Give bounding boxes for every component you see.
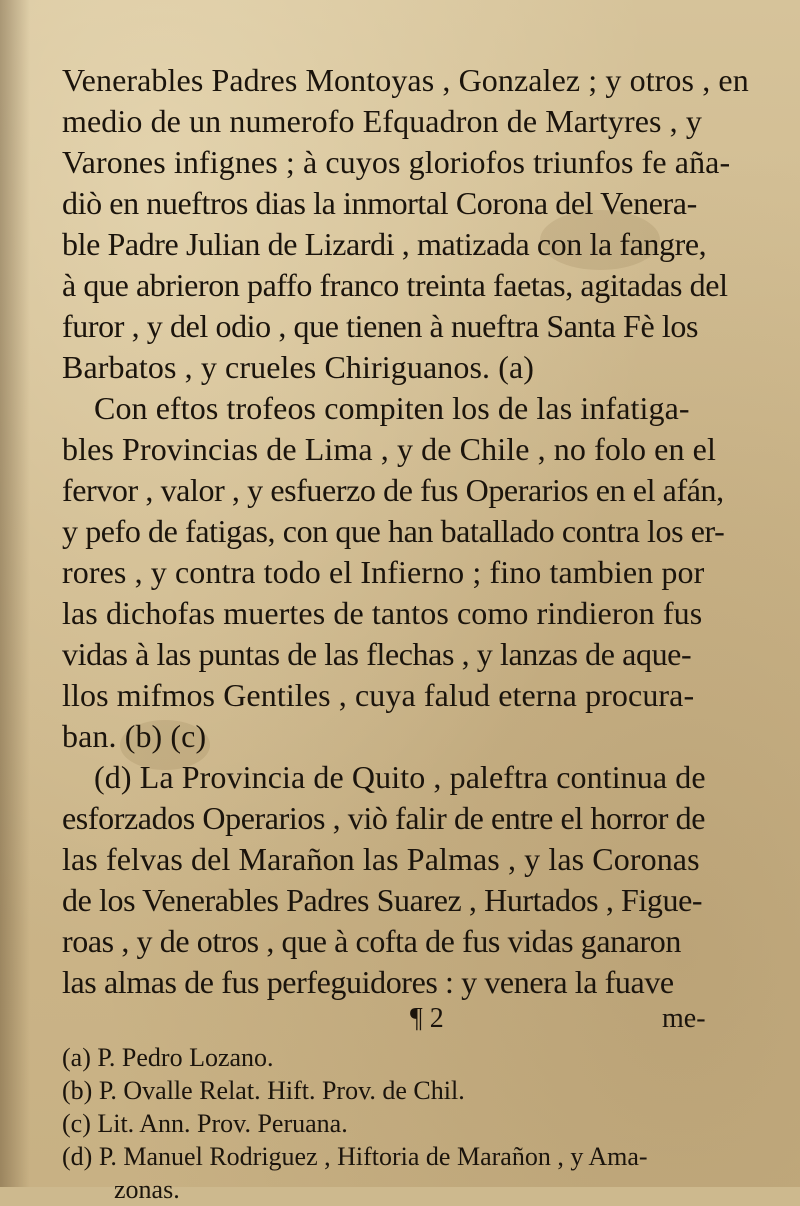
text-line: y pefo de fatigas, con que han batallado contra los er- bbox=[62, 513, 725, 549]
footnote: (b) P. Ovalle Relat. Hift. Prov. de Chil. bbox=[62, 1076, 465, 1105]
text-line: Venerables Padres Montoyas , Gonzalez ; y otros , en bbox=[62, 62, 749, 98]
text-line: rores , y contra todo el Infierno ; fino tambien por bbox=[62, 554, 705, 590]
text-line: de los Venerables Padres Suarez , Hurtados , Figue- bbox=[62, 882, 703, 918]
main-text bbox=[62, 60, 762, 1206]
text-line: diò en nueftros dias la inmortal Corona del Venera- bbox=[62, 185, 697, 221]
text-line: ban. (b) (c) bbox=[62, 718, 207, 754]
text-line: fervor , valor , y esfuerzo de fus Operarios en el afán, bbox=[62, 472, 724, 508]
footnote: (a) P. Pedro Lozano. bbox=[62, 1043, 274, 1072]
text-line: Con eftos trofeos compiten los de las infatiga- bbox=[94, 390, 690, 426]
text-line: ble Padre Julian de Lizardi , matizada con la fangre, bbox=[62, 226, 707, 262]
footnote: (c) Lit. Ann. Prov. Peruana. bbox=[62, 1109, 348, 1138]
text-line: furor , y del odio , que tienen à nueftra Santa Fè los bbox=[62, 308, 698, 344]
text-line: las felvas del Marañon las Palmas , y las Coronas bbox=[62, 841, 700, 877]
text-line: (d) La Provincia de Quito , paleftra continua de bbox=[94, 759, 706, 795]
text-line: Varones infignes ; à cuyos gloriofos triunfos fe aña- bbox=[62, 144, 731, 180]
footnote: (d) P. Manuel Rodriguez , Hiftoria de Marañon , y Ama- bbox=[62, 1142, 648, 1171]
text-line: Barbatos , y crueles Chiriguanos. (a) bbox=[62, 349, 535, 385]
signature-mark: ¶ 2 bbox=[410, 1003, 444, 1034]
text-line: esforzados Operarios , viò falir de entre el horror de bbox=[62, 800, 706, 836]
catchword: me- bbox=[662, 1003, 706, 1034]
text-line: roas , y de otros , que à cofta de fus vidas ganaron bbox=[62, 923, 681, 959]
footnotes bbox=[62, 1041, 762, 1206]
footnote: zonas. bbox=[114, 1175, 180, 1204]
text-line: las dichofas muertes de tantos como rindieron fus bbox=[62, 595, 703, 631]
text-line: medio de un numerofo Efquadron de Martyres , y bbox=[62, 103, 702, 139]
signature-line bbox=[62, 1003, 762, 1039]
text-line: llos mifmos Gentiles , cuya falud eterna procura- bbox=[62, 677, 695, 713]
text-line: bles Provincias de Lima , y de Chile , no folo en el bbox=[62, 431, 716, 467]
text-line: à que abrieron paffo franco treinta faetas, agitadas del bbox=[62, 267, 728, 303]
text-line: las almas de fus perfeguidores : y venera la fuave bbox=[62, 964, 674, 1000]
text-line: vidas à las puntas de las flechas , y lanzas de aque- bbox=[62, 636, 692, 672]
page-gutter-shadow bbox=[0, 0, 30, 1187]
